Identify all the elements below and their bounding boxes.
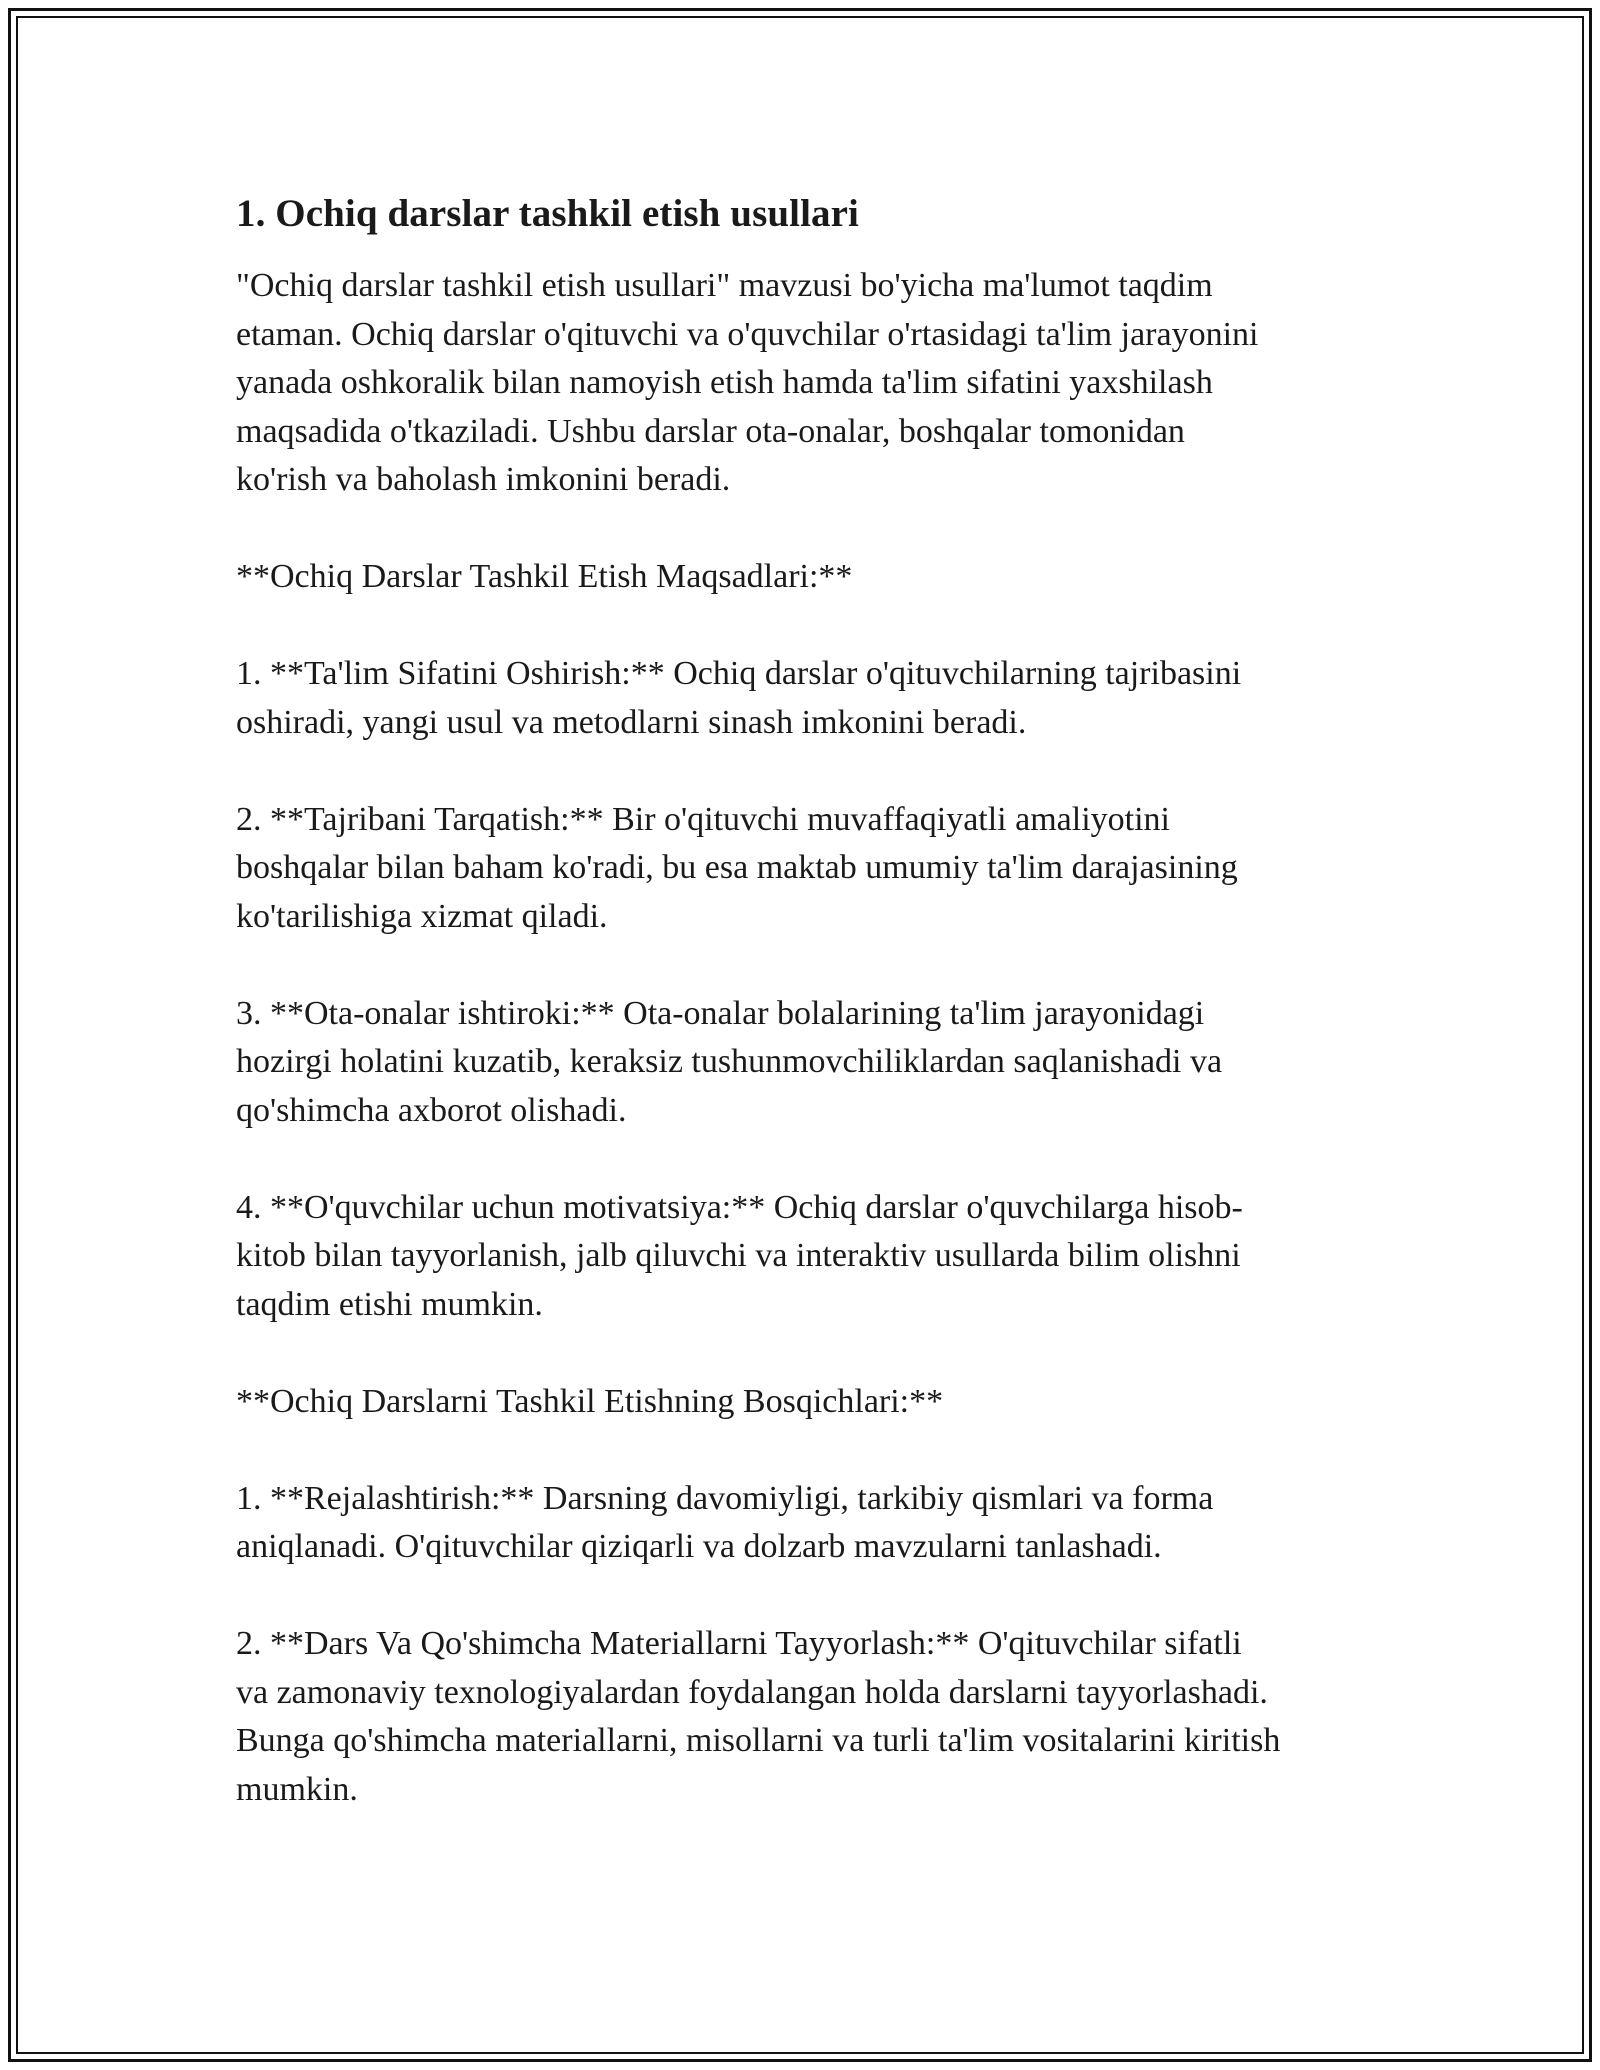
section-heading-stages: **Ochiq Darslarni Tashkil Etishning Bosqichlari:** [236,1382,944,1420]
paragraph-gap [236,602,1376,651]
paragraph-gap [236,941,1376,990]
intro-paragraph: "Ochiq darslar tashkil etish usullari" mavzusi bo'yicha ma'lumot taqdim etaman. Ochiq darslar o'qituvchi va o'quvchilar o'rtasidagi ta'lim jarayonini yanada oshkoralik bilan namoyish etish hamda ta'lim sifatini yaxshilash maqsadida o'tkaziladi. Ushbu darslar ota-onalar, boshqalar tomonidan ko'rish va baholash imkonini beradi. [236,267,1259,498]
paragraph-gap [236,1572,1376,1621]
section-heading-goals: **Ochiq Darslar Tashkil Etish Maqsadlari:** [236,558,853,595]
stages-item-2: 2. **Dars Va Qo'shimcha Materiallarni Tayyorlash:** O'qituvchilar sifatli va zamonaviy texnologiyalardan foydalangan holda darslarni tayyorlashadi. Bunga qo'shimcha materiallarni, misollarni va turli ta'lim vositalarini kiritish mumkin. [236,1625,1281,1808]
paragraph-gap [236,1135,1376,1184]
paragraph-gap [236,505,1376,554]
goals-item-2: 2. **Tajribani Tarqatish:** Bir o'qituvchi muvaffaqiyatli amaliyotini boshqalar bilan baham ko'radi, bu esa maktab umumiy ta'lim darajasining ko'tarilishiga xizmat qiladi. [236,800,1238,935]
paragraph-gap [236,1329,1376,1378]
paragraph-gap [236,1426,1376,1475]
document-title: 1. Ochiq darslar tashkil etish usullari [236,192,859,235]
goals-item-1: 1. **Ta'lim Sifatini Oshirish:** Ochiq darslar o'qituvchilarning tajribasini oshiradi, yangi usul va metodlarni sinash imkonini beradi. [236,655,1242,741]
paragraph-gap [236,747,1376,796]
stages-item-1: 1. **Rejalashtirish:** Darsning davomiyligi, tarkibiy qismlari va forma aniqlanadi. O'qituvchilar qiziqarli va dolzarb mavzularni tanlashadi. [236,1479,1214,1565]
goals-item-4: 4. **O'quvchilar uchun motivatsiya:** Ochiq darslar o'quvchilarga hisob- kitob bilan tayyorlanish, jalb qiluvchi va interaktiv usullarda bilim olishni taqdim etishi mumkin. [236,1188,1243,1323]
goals-item-3: 3. **Ota-onalar ishtiroki:** Ota-onalar bolalarining ta'lim jarayonidagi hozirgi holatini kuzatib, keraksiz tushunmovchiliklardan saqlanishadi va qo'shimcha axborot olishadi. [236,994,1223,1129]
document-body [236,186,1376,1814]
